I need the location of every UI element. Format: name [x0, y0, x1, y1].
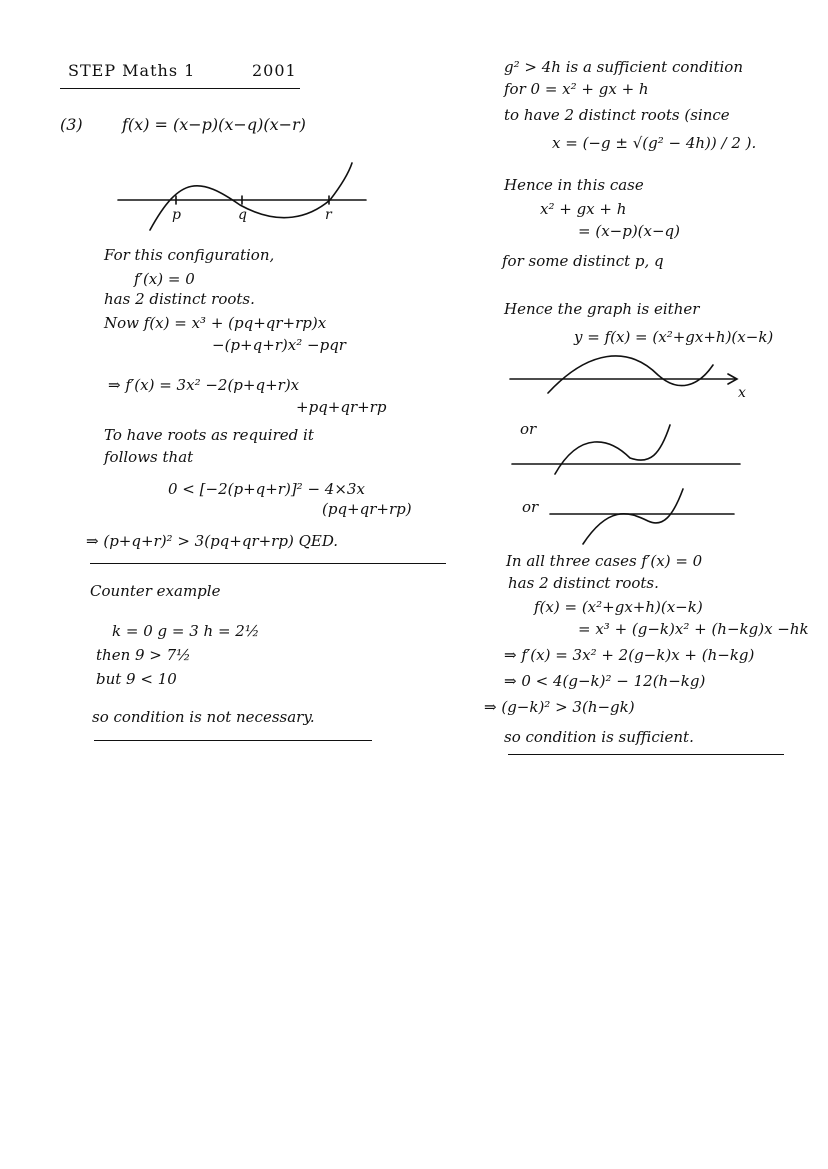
left-line: (pq+qr+rp) — [322, 500, 412, 518]
left-line: follows that — [104, 448, 194, 466]
counter-heading: Counter example — [90, 582, 221, 600]
left-line: ⇒ (p+q+r)² > 3(pq+qr+rp) QED. — [86, 532, 339, 550]
right-line: Hence in this case — [504, 176, 644, 194]
left-line: has 2 distinct roots. — [104, 290, 255, 308]
left-line: ⇒ f′(x) = 3x² −2(p+q+r)x — [108, 376, 300, 394]
left-line: To have roots as required it — [104, 426, 314, 444]
question-number: (3) — [60, 115, 83, 134]
left-line: f′(x) = 0 — [134, 270, 195, 288]
right-tail-line: = x³ + (g−k)x² + (h−kg)x −hk — [578, 620, 809, 638]
right-tail-line: ⇒ f′(x) = 3x² + 2(g−k)x + (h−kg) — [504, 646, 755, 664]
right-tail-line: has 2 distinct roots. — [508, 574, 659, 592]
graph-touching — [510, 420, 750, 475]
right-tail-line: ⇒ 0 < 4(g−k)² − 12(h−kg) — [504, 672, 706, 690]
right-line: g² > 4h is a sufficient condition — [504, 58, 743, 76]
root-label-q: q — [238, 207, 247, 223]
cubic-sketch — [110, 155, 380, 235]
section-rule — [94, 740, 372, 741]
right-tail-line: In all three cases f′(x) = 0 — [506, 552, 703, 570]
right-line: for some distinct p, q — [502, 252, 664, 270]
right-tail-line: ⇒ (g−k)² > 3(h−gk) — [484, 698, 635, 716]
header-year: 2001 — [252, 61, 297, 80]
counter-line: k = 0 g = 3 h = 2½ — [112, 622, 260, 640]
right-tail-line: f(x) = (x²+gx+h)(x−k) — [534, 598, 703, 616]
cubic-curve — [555, 425, 670, 474]
right-line: for 0 = x² + gx + h — [504, 80, 649, 98]
header-subject: STEP Maths 1 — [68, 61, 196, 80]
axis-label: x — [738, 385, 746, 401]
right-line: x² + gx + h — [540, 200, 627, 218]
counter-conclusion: so condition is not necessary. — [92, 708, 315, 726]
root-label-p: p — [172, 207, 181, 223]
section-rule — [90, 563, 446, 564]
right-line: y = f(x) = (x²+gx+h)(x−k) — [574, 328, 774, 346]
right-line: = (x−p)(x−q) — [578, 222, 681, 240]
graph-three-roots — [508, 345, 758, 400]
right-conclusion: so condition is sufficient. — [504, 728, 694, 746]
function-definition: f(x) = (x−p)(x−q)(x−r) — [122, 115, 306, 134]
left-line: Now f(x) = x³ + (pq+qr+rp)x — [104, 314, 327, 332]
left-line: 0 < [−2(p+q+r)]² − 4×3x — [168, 480, 365, 498]
counter-line: but 9 < 10 — [96, 670, 177, 688]
cubic-curve — [583, 489, 683, 544]
root-label-r: r — [325, 207, 332, 223]
left-line: For this configuration, — [104, 246, 275, 264]
left-line: −(p+q+r)x² −pqr — [212, 336, 346, 354]
right-line: Hence the graph is either — [504, 300, 700, 318]
counter-line: then 9 > 7½ — [96, 646, 191, 664]
left-line: +pq+qr+rp — [296, 398, 387, 416]
graph-one-root — [548, 486, 738, 546]
right-line: x = (−g ± √(g² − 4h)) / 2 ). — [552, 134, 757, 152]
right-line: to have 2 distinct roots (since — [504, 106, 730, 124]
cubic-curve — [548, 356, 713, 393]
or-label: or — [520, 420, 537, 438]
section-rule — [508, 754, 784, 755]
header-underline — [60, 88, 300, 89]
or-label: or — [522, 498, 539, 516]
